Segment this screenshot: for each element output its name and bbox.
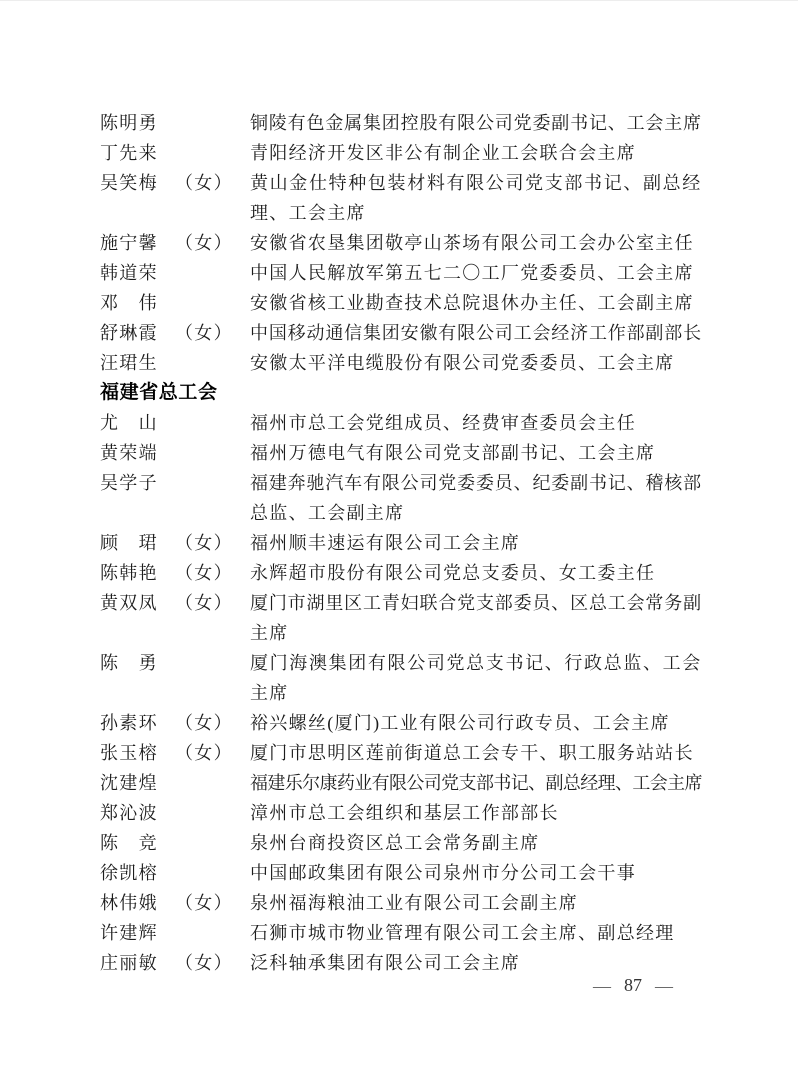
entry-name: 顾 珺 bbox=[100, 533, 158, 553]
entry-description-line: 福州市总工会党组成员、经费审查委员会主任 bbox=[250, 413, 636, 433]
entry-description-line: 裕兴螺丝(厦门)工业有限公司行政专员、工会主席 bbox=[250, 713, 670, 733]
entry-description-line: 铜陵有色金属集团控股有限公司党委副书记、工会主席 bbox=[250, 113, 702, 133]
entry-name: 吴笑梅 bbox=[100, 173, 158, 193]
entry-name: 张玉榕 bbox=[100, 743, 158, 763]
entry-name: 陈 勇 bbox=[100, 653, 158, 673]
entry-description-line: 安徽省农垦集团敬亭山茶场有限公司工会办公室主任 bbox=[250, 233, 694, 253]
entry-name-cell bbox=[100, 918, 250, 948]
entry-name-cell bbox=[100, 768, 250, 798]
entry-name: 吴学子 bbox=[100, 473, 158, 493]
document-content bbox=[100, 108, 712, 978]
entry-name-cell bbox=[100, 348, 250, 378]
entry-row bbox=[100, 828, 712, 858]
entry-name: 丁先来 bbox=[100, 143, 158, 163]
entry-name: 徐凯榕 bbox=[100, 863, 158, 883]
entry-description-line: 安徽太平洋电缆股份有限公司党委委员、工会主席 bbox=[250, 353, 675, 373]
entry-description bbox=[250, 528, 712, 558]
entry-row bbox=[100, 768, 712, 798]
entry-description bbox=[250, 468, 712, 528]
entry-description bbox=[250, 258, 712, 288]
entry-row bbox=[100, 108, 712, 138]
entry-row bbox=[100, 708, 712, 738]
entry-description-line: 中国移动通信集团安徽有限公司工会经济工作部副部长 bbox=[250, 323, 702, 343]
entry-name: 孙素环 bbox=[100, 713, 158, 733]
entry-row bbox=[100, 888, 712, 918]
entry-name-cell bbox=[100, 828, 250, 858]
entry-description bbox=[250, 108, 712, 138]
entry-name-cell bbox=[100, 528, 250, 558]
entry-description-line: 黄山金仕特种包装材料有限公司党支部书记、副总经 bbox=[250, 173, 702, 193]
entry-name-cell bbox=[100, 228, 250, 258]
entry-row bbox=[100, 258, 712, 288]
entry-name-cell bbox=[100, 798, 250, 828]
entry-description-line: 中国人民解放军第五七二〇工厂党委委员、工会主席 bbox=[250, 263, 694, 283]
entry-name: 汪珺生 bbox=[100, 353, 158, 373]
entry-name: 施宁馨 bbox=[100, 233, 158, 253]
entry-name-cell bbox=[100, 558, 250, 588]
entry-row bbox=[100, 288, 712, 318]
entry-name: 韩道荣 bbox=[100, 263, 158, 283]
entry-row bbox=[100, 138, 712, 168]
entry-row bbox=[100, 348, 712, 378]
entry-description bbox=[250, 858, 712, 888]
entry-description bbox=[250, 708, 712, 738]
entry-description-line: 主席 bbox=[250, 683, 289, 703]
entry-gender-label: （女） bbox=[175, 743, 233, 763]
entry-description bbox=[250, 768, 712, 798]
entry-description bbox=[250, 318, 712, 348]
page-footer bbox=[0, 975, 798, 1005]
entry-name: 许建辉 bbox=[100, 923, 158, 943]
entry-name-cell bbox=[100, 318, 250, 348]
entry-description bbox=[250, 558, 712, 588]
entry-row bbox=[100, 318, 712, 348]
entry-row bbox=[100, 858, 712, 888]
entry-gender-label: （女） bbox=[175, 533, 233, 553]
page-number-value: 87 bbox=[624, 975, 642, 995]
entry-description-line: 泉州台商投资区总工会常务副主席 bbox=[250, 833, 540, 853]
entry-name: 陈 竞 bbox=[100, 833, 158, 853]
page-number bbox=[593, 975, 673, 996]
entry-name-cell bbox=[100, 108, 250, 138]
entry-name-cell bbox=[100, 588, 250, 618]
entry-row bbox=[100, 468, 712, 528]
entry-description-line: 福州顺丰速运有限公司工会主席 bbox=[250, 533, 521, 553]
entry-name: 邓 伟 bbox=[100, 293, 158, 313]
footer-dash-right: — bbox=[655, 975, 673, 996]
entry-gender-label: （女） bbox=[175, 713, 233, 733]
entry-description bbox=[250, 798, 712, 828]
entry-row bbox=[100, 558, 712, 588]
entry-description-line: 总监、工会副主席 bbox=[250, 503, 405, 523]
entry-description-line: 福建奔驰汽车有限公司党委委员、纪委副书记、稽核部 bbox=[250, 473, 702, 493]
entry-description bbox=[250, 648, 712, 708]
entry-description-line: 中国邮政集团有限公司泉州市分公司工会干事 bbox=[250, 863, 636, 883]
entry-description-line: 厦门海澳集团有限公司党总支书记、行政总监、工会 bbox=[250, 653, 702, 673]
entry-row bbox=[100, 948, 712, 978]
entry-name: 尤 山 bbox=[100, 413, 158, 433]
entry-description-line: 青阳经济开发区非公有制企业工会联合会主席 bbox=[250, 143, 636, 163]
entry-row bbox=[100, 798, 712, 828]
entry-description bbox=[250, 918, 712, 948]
entry-name: 郑沁波 bbox=[100, 803, 158, 823]
entry-gender-label: （女） bbox=[175, 233, 233, 253]
entry-gender-label: （女） bbox=[175, 953, 233, 973]
entry-description-line: 安徽省核工业勘查技术总院退休办主任、工会副主席 bbox=[250, 293, 694, 313]
entry-description bbox=[250, 738, 712, 768]
entry-name-cell bbox=[100, 468, 250, 498]
entry-description bbox=[250, 438, 712, 468]
entry-name: 舒琳霞 bbox=[100, 323, 158, 343]
entry-description bbox=[250, 228, 712, 258]
entry-row bbox=[100, 918, 712, 948]
entry-gender-label: （女） bbox=[175, 893, 233, 913]
entry-description-line: 厦门市湖里区工青妇联合党支部委员、区总工会常务副 bbox=[250, 593, 702, 613]
entry-row bbox=[100, 168, 712, 228]
entry-name: 黄荣端 bbox=[100, 443, 158, 463]
entry-description-line: 永辉超市股份有限公司党总支委员、女工委主任 bbox=[250, 563, 656, 583]
entry-name-cell bbox=[100, 888, 250, 918]
entry-row bbox=[100, 528, 712, 558]
entry-description bbox=[250, 408, 712, 438]
entry-description-line: 漳州市总工会组织和基层工作部部长 bbox=[250, 803, 559, 823]
entry-name: 林伟娥 bbox=[100, 893, 158, 913]
entry-name-cell bbox=[100, 138, 250, 168]
entry-description-line: 福建乐尔康药业有限公司党支部书记、副总经理、工会主席 bbox=[250, 773, 702, 793]
entry-description bbox=[250, 828, 712, 858]
entry-description-line: 福州万德电气有限公司党支部副书记、工会主席 bbox=[250, 443, 656, 463]
entry-description bbox=[250, 948, 712, 978]
entry-name-cell bbox=[100, 738, 250, 768]
entry-name-cell bbox=[100, 258, 250, 288]
entry-description bbox=[250, 348, 712, 378]
entry-description-line: 泉州福海粮油工业有限公司工会副主席 bbox=[250, 893, 579, 913]
entry-row bbox=[100, 438, 712, 468]
entry-description bbox=[250, 168, 712, 228]
entry-row bbox=[100, 648, 712, 708]
entry-description bbox=[250, 888, 712, 918]
entry-description bbox=[250, 138, 712, 168]
entry-name: 庄丽敏 bbox=[100, 953, 158, 973]
section-header: 福建省总工会 bbox=[100, 382, 218, 403]
entry-name-cell bbox=[100, 438, 250, 468]
entry-name-cell bbox=[100, 648, 250, 678]
entry-name-cell bbox=[100, 288, 250, 318]
entry-gender-label: （女） bbox=[175, 173, 233, 193]
entry-description-line: 厦门市思明区莲前街道总工会专干、职工服务站站长 bbox=[250, 743, 694, 763]
entry-description bbox=[250, 288, 712, 318]
entry-description bbox=[250, 588, 712, 648]
entry-name-cell bbox=[100, 858, 250, 888]
entry-description-line: 理、工会主席 bbox=[250, 203, 366, 223]
entry-name-cell bbox=[100, 168, 250, 198]
entry-name-cell bbox=[100, 948, 250, 978]
entry-gender-label: （女） bbox=[175, 593, 233, 613]
entry-gender-label: （女） bbox=[175, 563, 233, 583]
entry-name: 陈明勇 bbox=[100, 113, 158, 133]
entry-row bbox=[100, 408, 712, 438]
entry-name-cell bbox=[100, 708, 250, 738]
entry-description-line: 泛科轴承集团有限公司工会主席 bbox=[250, 953, 521, 973]
entry-name-cell bbox=[100, 408, 250, 438]
entry-row bbox=[100, 738, 712, 768]
entry-name: 黄双凤 bbox=[100, 593, 158, 613]
entry-name: 沈建煌 bbox=[100, 773, 158, 793]
entry-description-line: 石狮市城市物业管理有限公司工会主席、副总经理 bbox=[250, 923, 675, 943]
entry-name: 陈韩艳 bbox=[100, 563, 158, 583]
entry-description-line: 主席 bbox=[250, 623, 289, 643]
footer-dash-left: — bbox=[593, 975, 611, 996]
entry-row bbox=[100, 228, 712, 258]
entry-row bbox=[100, 588, 712, 648]
entry-gender-label: （女） bbox=[175, 323, 233, 343]
